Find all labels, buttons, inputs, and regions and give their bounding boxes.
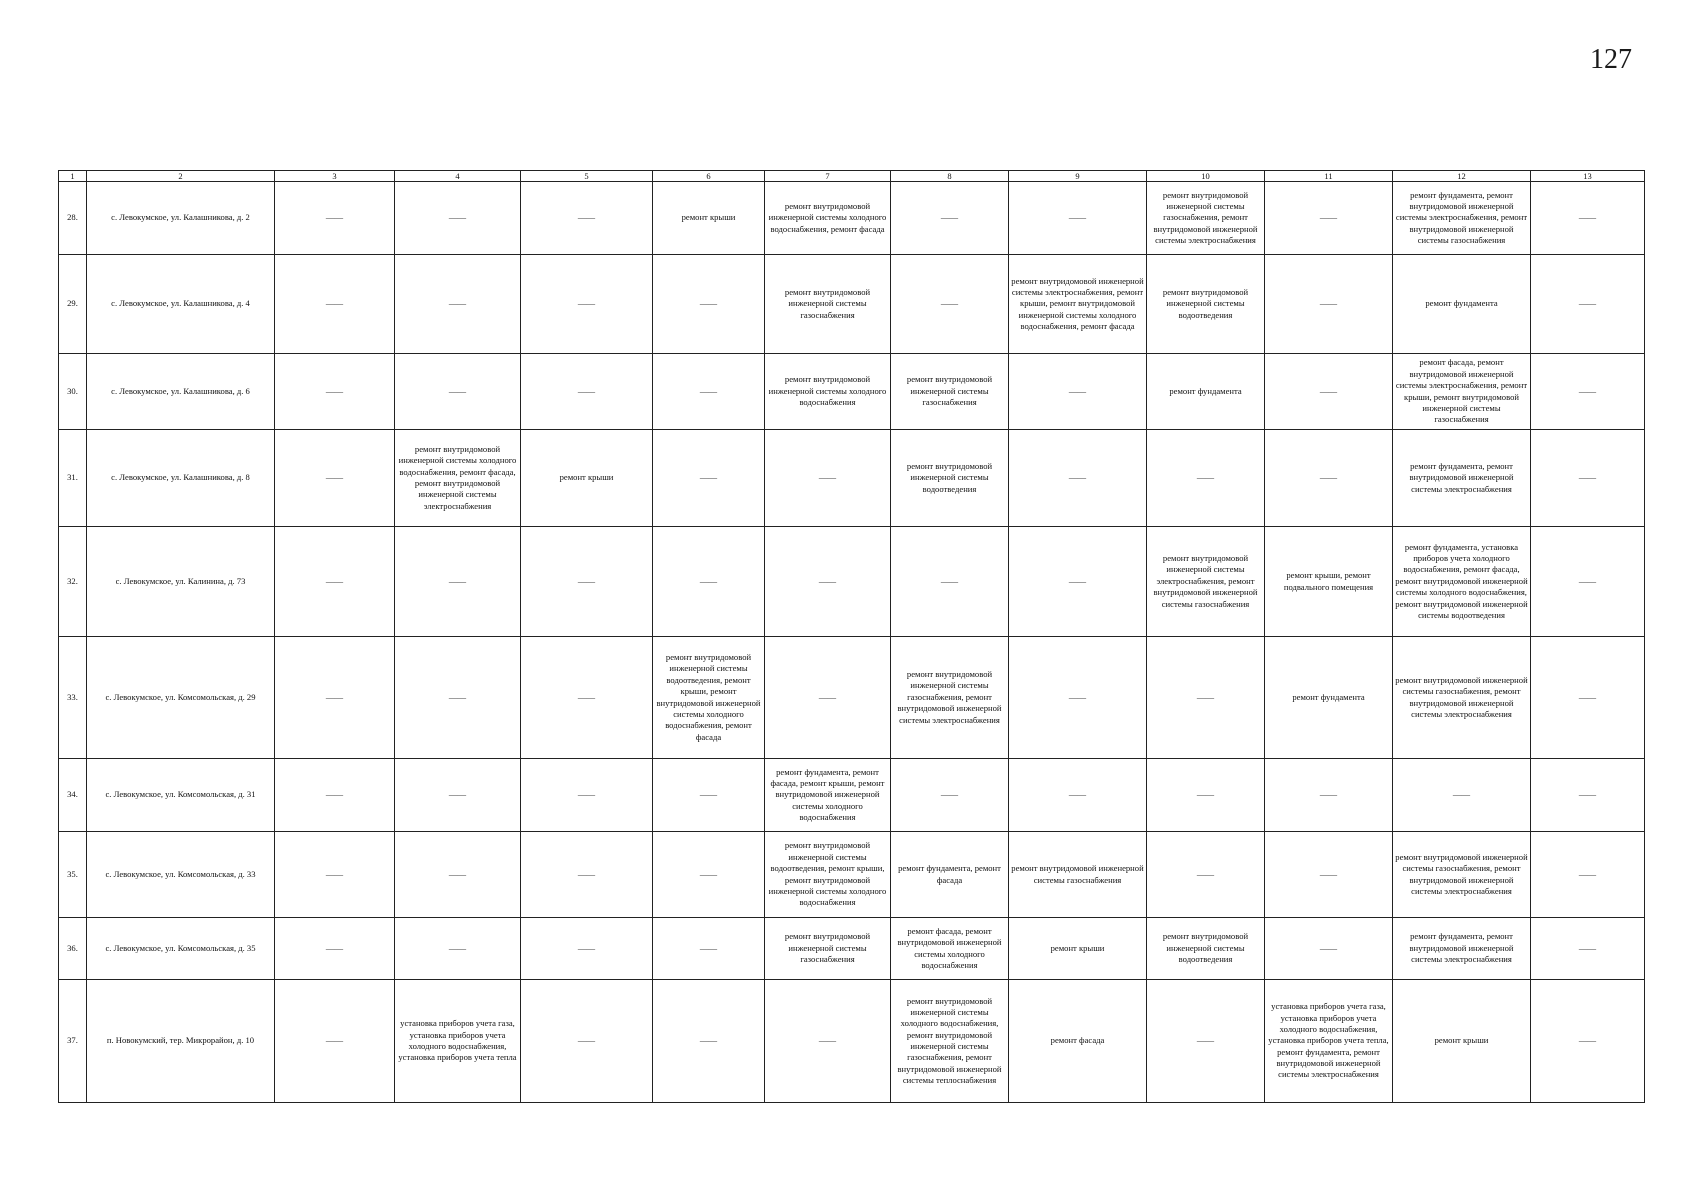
- table-row: [59, 918, 1645, 980]
- empty-dash-cell: ——: [521, 832, 653, 918]
- empty-dash-cell: ——: [1531, 832, 1645, 918]
- work-description-cell: ремонт фундамента, установка приборов учета холодного водоснабжения, ремонт фасада, ремонт внутридомовой инженерной системы холодного водоснабжения, ремонт внутридомовой инженерной системы водоотведения: [1393, 527, 1531, 637]
- work-description-cell: ремонт фундамента, ремонт внутридомовой инженерной системы электроснабжения: [1393, 918, 1531, 980]
- empty-dash-cell: ——: [765, 527, 891, 637]
- row-number: 37.: [59, 980, 87, 1103]
- table-row: [59, 527, 1645, 637]
- empty-dash-cell: ——: [395, 354, 521, 430]
- empty-dash-cell: ——: [521, 759, 653, 832]
- header-row: [59, 171, 1645, 182]
- empty-dash-cell: ——: [1265, 430, 1393, 527]
- empty-dash-cell: ——: [1147, 637, 1265, 759]
- empty-dash-cell: ——: [891, 527, 1009, 637]
- work-description-cell: ремонт внутридомовой инженерной системы газоснабжения, ремонт внутридомовой инженерной системы электроснабжения: [1393, 832, 1531, 918]
- empty-dash-cell: ——: [395, 637, 521, 759]
- empty-dash-cell: ——: [1265, 759, 1393, 832]
- empty-dash-cell: ——: [395, 255, 521, 354]
- empty-dash-cell: ——: [1009, 354, 1147, 430]
- column-header: 13: [1531, 171, 1645, 182]
- work-description-cell: ремонт внутридомовой инженерной системы водоотведения, ремонт крыши, ремонт внутридомовой инженерной системы холодного водоснабжения: [765, 832, 891, 918]
- row-number: 32.: [59, 527, 87, 637]
- empty-dash-cell: ——: [1531, 759, 1645, 832]
- empty-dash-cell: ——: [1009, 182, 1147, 255]
- table-row: [59, 182, 1645, 255]
- work-description-cell: ремонт внутридомовой инженерной системы газоснабжения: [891, 354, 1009, 430]
- empty-dash-cell: ——: [521, 527, 653, 637]
- empty-dash-cell: ——: [275, 759, 395, 832]
- table-row: [59, 759, 1645, 832]
- column-header: 3: [275, 171, 395, 182]
- column-header: 9: [1009, 171, 1147, 182]
- address-cell: с. Левокумское, ул. Калинина, д. 73: [87, 527, 275, 637]
- work-description-cell: ремонт внутридомовой инженерной системы водоотведения: [1147, 255, 1265, 354]
- empty-dash-cell: ——: [1265, 918, 1393, 980]
- empty-dash-cell: ——: [275, 182, 395, 255]
- empty-dash-cell: ——: [275, 354, 395, 430]
- column-header: 11: [1265, 171, 1393, 182]
- empty-dash-cell: ——: [521, 918, 653, 980]
- empty-dash-cell: ——: [521, 182, 653, 255]
- row-number: 30.: [59, 354, 87, 430]
- empty-dash-cell: ——: [891, 255, 1009, 354]
- work-description-cell: ремонт внутридомовой инженерной системы холодного водоснабжения: [765, 354, 891, 430]
- empty-dash-cell: ——: [521, 980, 653, 1103]
- empty-dash-cell: ——: [1147, 430, 1265, 527]
- work-description-cell: ремонт фундамента: [1265, 637, 1393, 759]
- address-cell: с. Левокумское, ул. Калашникова, д. 2: [87, 182, 275, 255]
- work-description-cell: ремонт фасада: [1009, 980, 1147, 1103]
- empty-dash-cell: ——: [653, 255, 765, 354]
- row-number: 34.: [59, 759, 87, 832]
- row-number: 35.: [59, 832, 87, 918]
- row-number: 36.: [59, 918, 87, 980]
- column-header: 1: [59, 171, 87, 182]
- address-cell: с. Левокумское, ул. Комсомольская, д. 29: [87, 637, 275, 759]
- address-cell: с. Левокумское, ул. Калашникова, д. 4: [87, 255, 275, 354]
- empty-dash-cell: ——: [1531, 637, 1645, 759]
- empty-dash-cell: ——: [1265, 255, 1393, 354]
- empty-dash-cell: ——: [1265, 182, 1393, 255]
- work-description-cell: ремонт внутридомовой инженерной системы газоснабжения: [765, 255, 891, 354]
- row-number: 29.: [59, 255, 87, 354]
- empty-dash-cell: ——: [653, 527, 765, 637]
- address-cell: с. Левокумское, ул. Комсомольская, д. 33: [87, 832, 275, 918]
- page-number: 127: [1590, 44, 1632, 75]
- empty-dash-cell: ——: [891, 759, 1009, 832]
- work-description-cell: ремонт крыши: [653, 182, 765, 255]
- column-header: 4: [395, 171, 521, 182]
- work-description-cell: ремонт внутридомовой инженерной системы газоснабжения, ремонт внутридомовой инженерной системы электроснабжения: [891, 637, 1009, 759]
- empty-dash-cell: ——: [891, 182, 1009, 255]
- work-description-cell: установка приборов учета газа, установка приборов учета холодного водоснабжения, установка приборов учета тепла: [395, 980, 521, 1103]
- empty-dash-cell: ——: [653, 430, 765, 527]
- empty-dash-cell: ——: [275, 255, 395, 354]
- row-number: 31.: [59, 430, 87, 527]
- column-header: 10: [1147, 171, 1265, 182]
- work-description-cell: ремонт фасада, ремонт внутридомовой инженерной системы электроснабжения, ремонт крыши, ремонт внутридомовой инженерной системы газоснабжения: [1393, 354, 1531, 430]
- empty-dash-cell: ——: [653, 918, 765, 980]
- empty-dash-cell: ——: [521, 255, 653, 354]
- work-description-cell: ремонт фундамента, ремонт фасада, ремонт крыши, ремонт внутридомовой инженерной системы холодного водоснабжения: [765, 759, 891, 832]
- work-description-cell: ремонт фундамента, ремонт внутридомовой инженерной системы электроснабжения, ремонт внутридомовой инженерной системы газоснабжения: [1393, 182, 1531, 255]
- empty-dash-cell: ——: [1393, 759, 1531, 832]
- address-cell: п. Новокумский, тер. Микрорайон, д. 10: [87, 980, 275, 1103]
- table-row: [59, 980, 1645, 1103]
- empty-dash-cell: ——: [1531, 430, 1645, 527]
- empty-dash-cell: ——: [395, 527, 521, 637]
- empty-dash-cell: ——: [1531, 527, 1645, 637]
- empty-dash-cell: ——: [765, 637, 891, 759]
- empty-dash-cell: ——: [275, 637, 395, 759]
- work-description-cell: ремонт внутридомовой инженерной системы водоотведения: [1147, 918, 1265, 980]
- work-description-cell: ремонт крыши, ремонт подвального помещения: [1265, 527, 1393, 637]
- empty-dash-cell: ——: [275, 980, 395, 1103]
- work-description-cell: ремонт внутридомовой инженерной системы электроснабжения, ремонт крыши, ремонт внутридомовой инженерной системы холодного водоснабжения, ремонт фасада: [1009, 255, 1147, 354]
- work-description-cell: ремонт крыши: [1009, 918, 1147, 980]
- work-description-cell: ремонт фасада, ремонт внутридомовой инженерной системы холодного водоснабжения: [891, 918, 1009, 980]
- empty-dash-cell: ——: [1531, 980, 1645, 1103]
- column-header: 12: [1393, 171, 1531, 182]
- empty-dash-cell: ——: [653, 354, 765, 430]
- empty-dash-cell: ——: [1147, 980, 1265, 1103]
- work-description-cell: ремонт внутридомовой инженерной системы электроснабжения, ремонт внутридомовой инженерной системы газоснабжения: [1147, 527, 1265, 637]
- empty-dash-cell: ——: [1531, 255, 1645, 354]
- empty-dash-cell: ——: [275, 918, 395, 980]
- work-description-cell: установка приборов учета газа, установка приборов учета холодного водоснабжения, установка приборов учета тепла, ремонт фундамента, ремонт внутридомовой инженерной системы электроснабжения: [1265, 980, 1393, 1103]
- work-description-cell: ремонт внутридомовой инженерной системы холодного водоснабжения, ремонт фасада, ремонт внутридомовой инженерной системы электроснабжения: [395, 430, 521, 527]
- empty-dash-cell: ——: [275, 832, 395, 918]
- empty-dash-cell: ——: [1531, 354, 1645, 430]
- row-number: 28.: [59, 182, 87, 255]
- work-description-cell: ремонт внутридомовой инженерной системы газоснабжения: [1009, 832, 1147, 918]
- address-cell: с. Левокумское, ул. Комсомольская, д. 35: [87, 918, 275, 980]
- empty-dash-cell: ——: [275, 527, 395, 637]
- column-header: 8: [891, 171, 1009, 182]
- empty-dash-cell: ——: [1531, 918, 1645, 980]
- repair-schedule-table: [58, 170, 1645, 1103]
- work-description-cell: ремонт фундамента, ремонт внутридомовой инженерной системы электроснабжения: [1393, 430, 1531, 527]
- empty-dash-cell: ——: [275, 430, 395, 527]
- empty-dash-cell: ——: [1009, 430, 1147, 527]
- address-cell: с. Левокумское, ул. Калашникова, д. 6: [87, 354, 275, 430]
- work-description-cell: ремонт фундамента: [1147, 354, 1265, 430]
- table-row: [59, 354, 1645, 430]
- column-header: 2: [87, 171, 275, 182]
- empty-dash-cell: ——: [1265, 354, 1393, 430]
- empty-dash-cell: ——: [1147, 832, 1265, 918]
- column-header: 5: [521, 171, 653, 182]
- address-cell: с. Левокумское, ул. Калашникова, д. 8: [87, 430, 275, 527]
- work-description-cell: ремонт внутридомовой инженерной системы газоснабжения, ремонт внутридомовой инженерной системы электроснабжения: [1393, 637, 1531, 759]
- empty-dash-cell: ——: [653, 759, 765, 832]
- work-description-cell: ремонт фундамента: [1393, 255, 1531, 354]
- address-cell: с. Левокумское, ул. Комсомольская, д. 31: [87, 759, 275, 832]
- empty-dash-cell: ——: [765, 980, 891, 1103]
- table-row: [59, 255, 1645, 354]
- empty-dash-cell: ——: [521, 354, 653, 430]
- column-header: 7: [765, 171, 891, 182]
- empty-dash-cell: ——: [1147, 759, 1265, 832]
- empty-dash-cell: ——: [395, 182, 521, 255]
- column-header: 6: [653, 171, 765, 182]
- work-description-cell: ремонт внутридомовой инженерной системы водоотведения, ремонт крыши, ремонт внутридомовой инженерной системы холодного водоснабжения, ремонт фасада: [653, 637, 765, 759]
- work-description-cell: ремонт крыши: [521, 430, 653, 527]
- empty-dash-cell: ——: [1009, 527, 1147, 637]
- empty-dash-cell: ——: [1531, 182, 1645, 255]
- table-row: [59, 832, 1645, 918]
- work-description-cell: ремонт внутридомовой инженерной системы газоснабжения, ремонт внутридомовой инженерной системы электроснабжения: [1147, 182, 1265, 255]
- work-description-cell: ремонт фундамента, ремонт фасада: [891, 832, 1009, 918]
- empty-dash-cell: ——: [395, 832, 521, 918]
- work-description-cell: ремонт внутридомовой инженерной системы холодного водоснабжения, ремонт фасада: [765, 182, 891, 255]
- empty-dash-cell: ——: [395, 759, 521, 832]
- empty-dash-cell: ——: [521, 637, 653, 759]
- empty-dash-cell: ——: [1009, 637, 1147, 759]
- empty-dash-cell: ——: [765, 430, 891, 527]
- work-description-cell: ремонт крыши: [1393, 980, 1531, 1103]
- row-number: 33.: [59, 637, 87, 759]
- table-body: [59, 182, 1645, 1103]
- work-description-cell: ремонт внутридомовой инженерной системы водоотведения: [891, 430, 1009, 527]
- work-description-cell: ремонт внутридомовой инженерной системы газоснабжения: [765, 918, 891, 980]
- empty-dash-cell: ——: [395, 918, 521, 980]
- empty-dash-cell: ——: [1009, 759, 1147, 832]
- table-row: [59, 637, 1645, 759]
- table-row: [59, 430, 1645, 527]
- work-description-cell: ремонт внутридомовой инженерной системы холодного водоснабжения, ремонт внутридомовой инженерной системы газоснабжения, ремонт внутридомовой инженерной системы теплоснабжения: [891, 980, 1009, 1103]
- empty-dash-cell: ——: [653, 980, 765, 1103]
- empty-dash-cell: ——: [653, 832, 765, 918]
- empty-dash-cell: ——: [1265, 832, 1393, 918]
